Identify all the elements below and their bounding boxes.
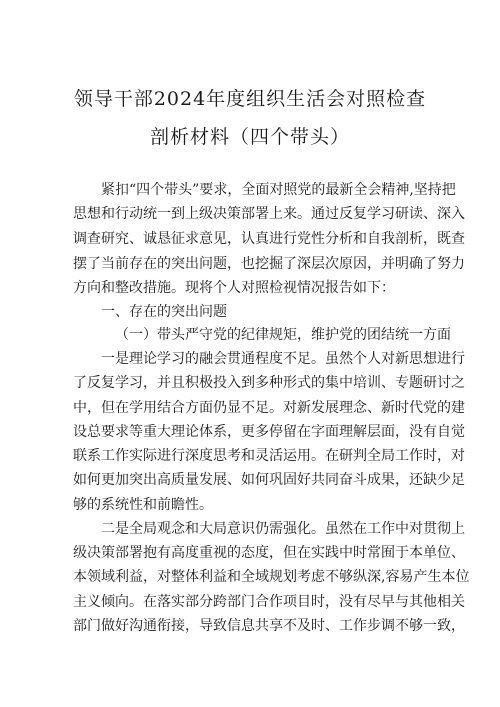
paragraph-line: 二是全局观念和大局意识仍需强化。虽然在工作中对贯彻上 xyxy=(101,521,465,537)
paragraph-line: 部门做好沟通衔接，导致信息共享不及时、工作步调不够一致， xyxy=(73,618,465,634)
paragraph-line: 如何更加突出高质量发展、如何巩固好共同奋斗成果，还缺少足 xyxy=(73,472,465,488)
subsection-heading: （一）带头严守党的纪律规矩，维护党的团结统一方面 xyxy=(115,327,451,343)
paragraph-line: 中，但在学用结合方面仍显不足。对新发展理念、新时代党的建 xyxy=(73,400,465,416)
section-heading: 一、存在的突出问题 xyxy=(101,304,227,320)
paragraph-line: 调查研究、诚恳征求意见，认真进行党性分析和自我剖析，既查 xyxy=(73,231,465,247)
paragraph-line: 联系工作实际进行深度思考和灵活运用。在研判全局工作时，对 xyxy=(73,448,465,464)
paragraph-line: 设总要求等重大理论体系，更多停留在字面理解层面，没有自觉 xyxy=(73,424,465,440)
paragraph-line: 主义倾向。在落实部分跨部门合作项目时，没有尽早与其他相关 xyxy=(73,594,465,610)
document-title-line-2: 剖析材料（四个带头） xyxy=(149,126,350,148)
paragraph-line: 一是理论学习的融会贯通程度不足。虽然个人对新思想进行 xyxy=(101,351,465,367)
paragraph-line: 本领域利益，对整体利益和全域规划考虑不够纵深,容易产生本位 xyxy=(73,569,470,585)
paragraph-line: 够的系统性和前瞻性。 xyxy=(73,497,213,513)
paragraph-line: 思想和行动统一到上级决策部署上来。通过反复学习研读、深入 xyxy=(73,206,465,222)
paragraph-line: 紧扣“四个带头”要求，全面对照党的最新全会精神,坚持把 xyxy=(101,182,456,198)
paragraph-line: 级决策部署抱有高度重视的态度，但在实践中时常囿于本单位、 xyxy=(73,545,465,561)
paragraph-line: 方向和整改措施。现将个人对照检视情况报告如下： xyxy=(73,280,395,296)
document-title-line-1: 领导干部2024年度组织生活会对照检查 xyxy=(73,88,427,110)
paragraph-line: 了反复学习，并且积极投入到多种形式的集中培训、专题研讨之 xyxy=(73,375,465,391)
paragraph-line: 摆了当前存在的突出问题，也挖掘了深层次原因，并明确了努力 xyxy=(73,256,465,272)
